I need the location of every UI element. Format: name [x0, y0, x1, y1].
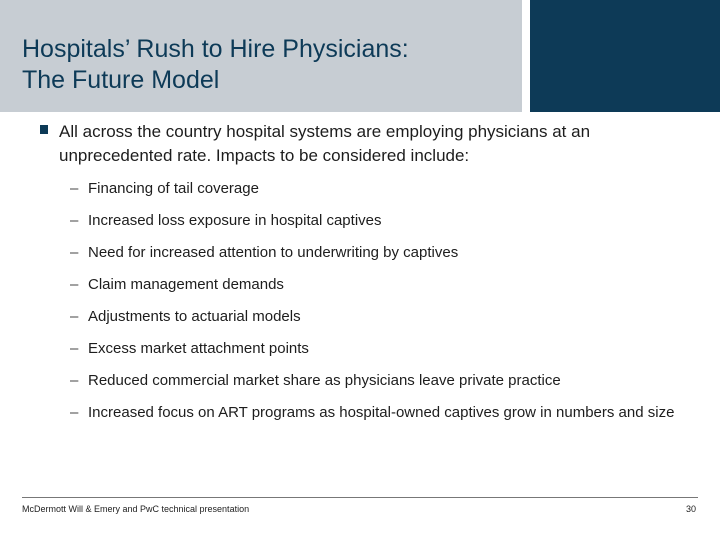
sub-bullet-text: Increased focus on ART programs as hospital-owned captives grow in numbers and size: [88, 404, 675, 421]
sub-bullet-text: Claim management demands: [88, 276, 284, 293]
sub-bullet-item: [70, 209, 690, 232]
title-line-1: Hospitals’ Rush to Hire Physicians:: [22, 35, 409, 63]
sub-bullet-item: [70, 401, 690, 424]
header-accent-block: [530, 0, 720, 112]
dash-bullet-icon: –: [70, 276, 79, 293]
dash-bullet-icon: –: [70, 372, 79, 389]
sub-bullet-list: [70, 177, 690, 433]
sub-bullet-item: [70, 273, 690, 296]
main-bullet-text: All across the country hospital systems are employing physicians at an unprecedented rate. Impacts to be considered include:: [59, 122, 591, 165]
footer-divider: [22, 497, 698, 498]
header-divider: [522, 0, 530, 112]
sub-bullet-item: [70, 305, 690, 328]
title-line-2: The Future Model: [22, 66, 220, 94]
dash-bullet-icon: –: [70, 404, 79, 421]
main-bullet: [40, 120, 680, 168]
dash-bullet-icon: –: [70, 180, 79, 197]
sub-bullet-text: Financing of tail coverage: [88, 180, 259, 197]
dash-bullet-icon: –: [70, 340, 79, 357]
square-bullet-icon: [40, 125, 48, 134]
sub-bullet-text: Increased loss exposure in hospital captives: [88, 212, 382, 229]
sub-bullet-item: [70, 337, 690, 360]
sub-bullet-item: [70, 177, 690, 200]
sub-bullet-text: Reduced commercial market share as physicians leave private practice: [88, 372, 561, 389]
slide-title: [22, 34, 522, 96]
footer-caption: McDermott Will & Emery and PwC technical presentation: [22, 504, 250, 514]
dash-bullet-icon: –: [70, 244, 79, 261]
sub-bullet-item: [70, 369, 690, 392]
sub-bullet-item: [70, 241, 690, 264]
header-bottom-strip: [0, 112, 530, 114]
page-number: 30: [685, 504, 696, 514]
sub-bullet-text: Need for increased attention to underwriting by captives: [88, 244, 459, 261]
sub-bullet-text: Excess market attachment points: [88, 340, 309, 357]
dash-bullet-icon: –: [70, 212, 79, 229]
sub-bullet-text: Adjustments to actuarial models: [88, 308, 301, 325]
dash-bullet-icon: –: [70, 308, 79, 325]
